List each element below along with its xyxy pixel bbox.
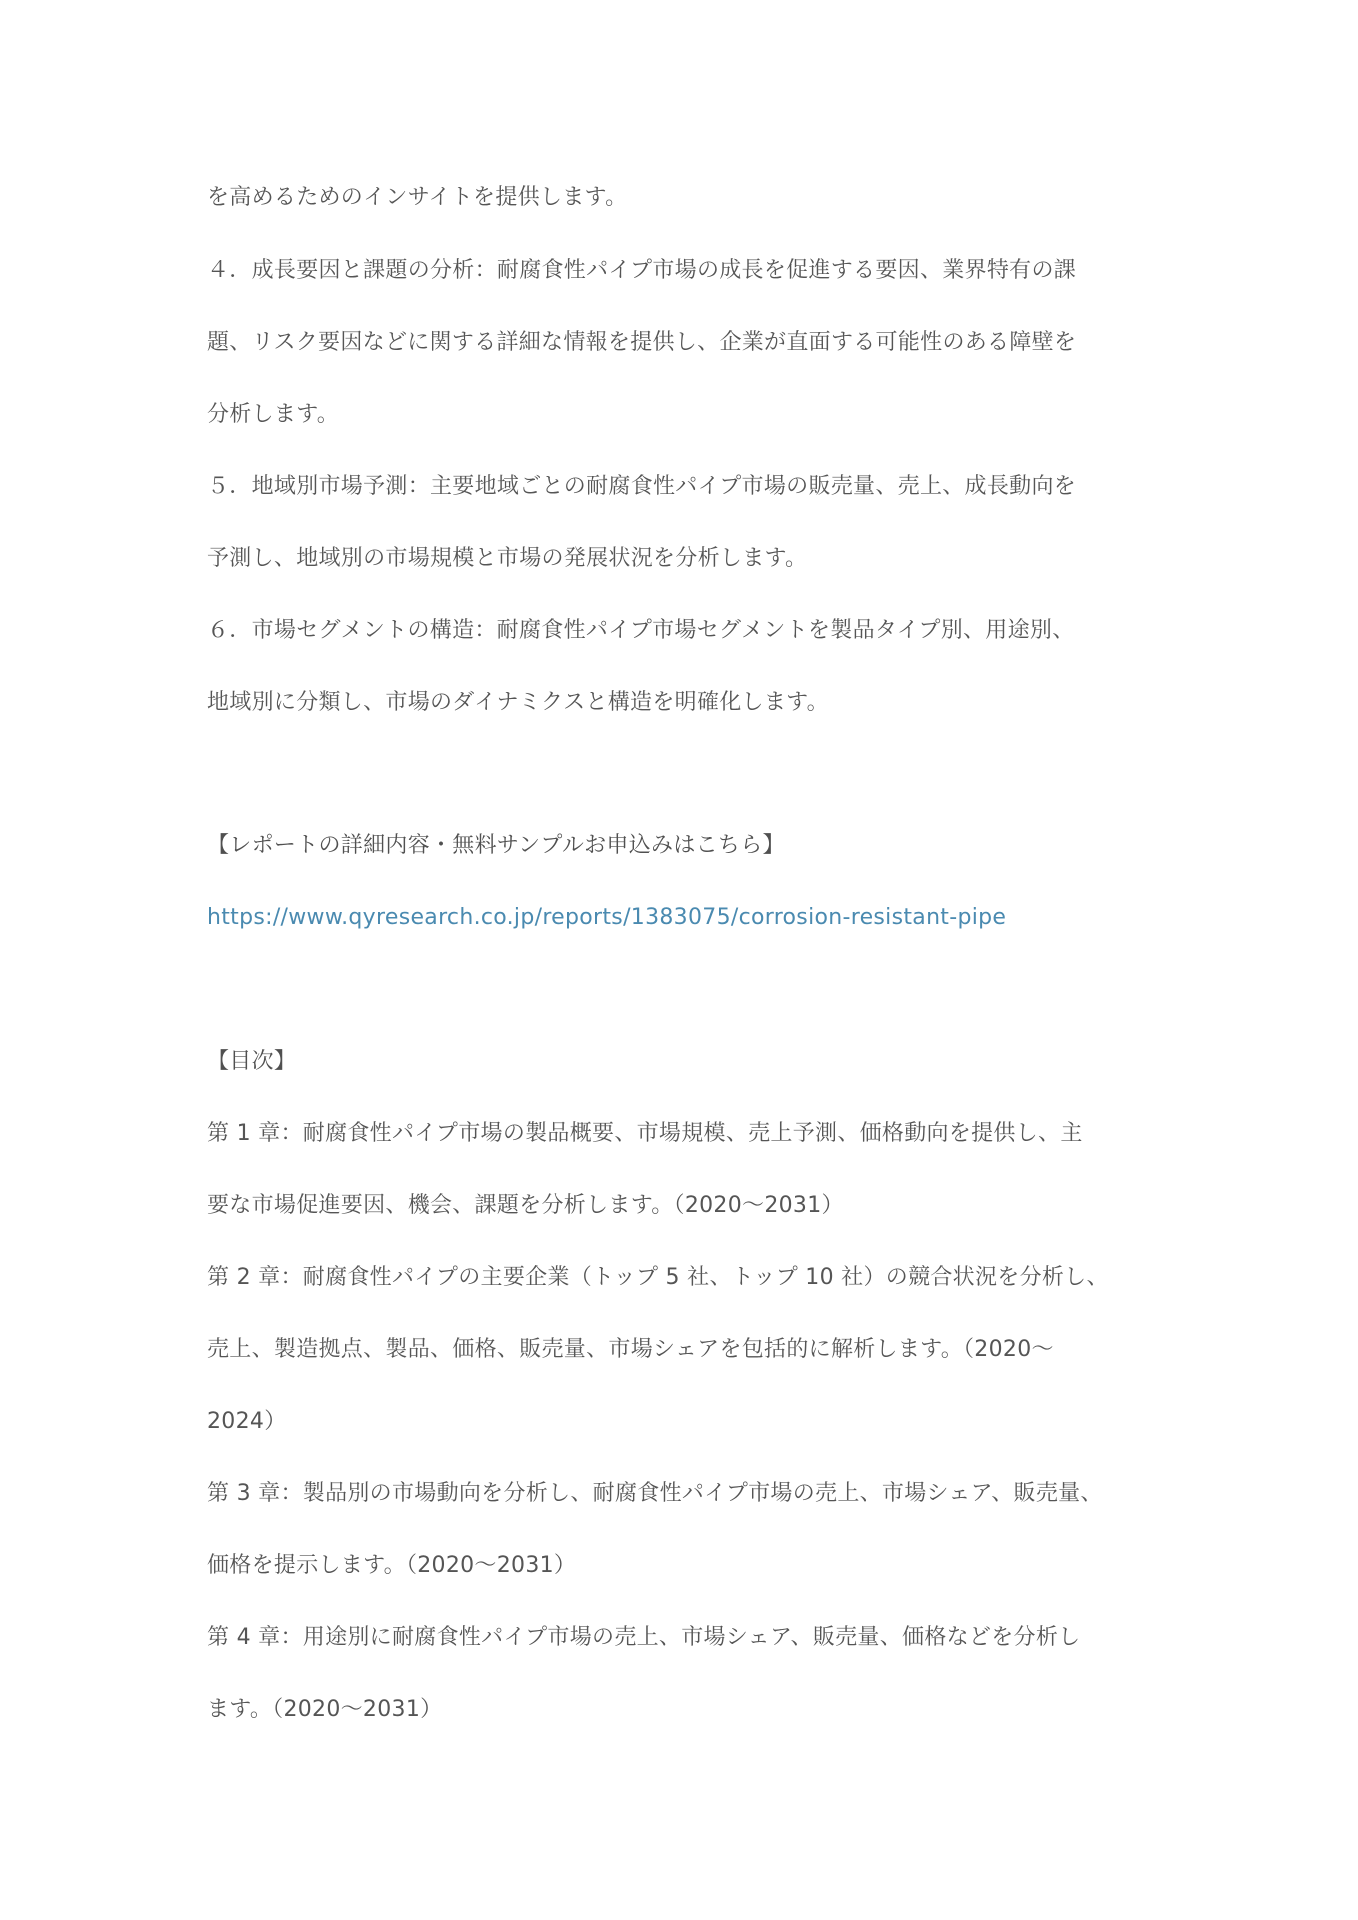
chapter4-line-1: 第 4 章：用途別に耐腐食性パイプ市場の売上、市場シェア、販売量、価格などを分析し bbox=[207, 1625, 1081, 1650]
report-link[interactable]: https://www.qyresearch.co.jp/reports/1383075/corrosion-resistant-pipe bbox=[207, 905, 1007, 930]
chapter1-line-1: 第 1 章：耐腐食性パイプ市場の製品概要、市場規模、売上予測、価格動向を提供し、主 bbox=[207, 1121, 1083, 1146]
point4-line-1: ４．成長要因と課題の分析：耐腐食性パイプ市場の成長を促進する要因、業界特有の課 bbox=[207, 258, 1077, 283]
report-heading: 【レポートの詳細内容・無料サンプルお申込みはこちら】 bbox=[207, 833, 785, 858]
chapter2-line-3: 2024） bbox=[207, 1409, 287, 1434]
chapter2-line-2: 売上、製造拠点、製品、価格、販売量、市場シェアを包括的に解析します。（2020～ bbox=[207, 1337, 1054, 1362]
point5-line-1: ５．地域別市場予測：主要地域ごとの耐腐食性パイプ市場の販売量、売上、成長動向を bbox=[207, 474, 1077, 499]
point5-line-2: 予測し、地域別の市場規模と市場の発展状況を分析します。 bbox=[207, 546, 808, 571]
point4-line-3: 分析します。 bbox=[207, 402, 340, 427]
point6-line-2: 地域別に分類し、市場のダイナミクスと構造を明確化します。 bbox=[207, 690, 829, 715]
chapter3-line-2: 価格を提示します。（2020～2031） bbox=[207, 1553, 577, 1578]
chapter2-line-1: 第 2 章：耐腐食性パイプの主要企業（トップ 5 社、トップ 10 社）の競合状況を分析し、 bbox=[207, 1265, 1109, 1290]
point6-line-1: ６．市場セグメントの構造：耐腐食性パイプ市場セグメントを製品タイプ別、用途別、 bbox=[207, 618, 1075, 643]
chapter3-line-1: 第 3 章：製品別の市場動向を分析し、耐腐食性パイプ市場の売上、市場シェア、販売量、 bbox=[207, 1481, 1103, 1506]
toc-heading: 【目次】 bbox=[207, 1049, 297, 1074]
point4-line-2: 題、リスク要因などに関する詳細な情報を提供し、企業が直面する可能性のある障壁を bbox=[207, 330, 1077, 355]
chapter1-line-2: 要な市場促進要因、機会、課題を分析します。（2020～2031） bbox=[207, 1193, 844, 1218]
chapter4-line-2: ます。（2020～2031） bbox=[207, 1697, 443, 1722]
intro-tail-line: を高めるためのインサイトを提供します。 bbox=[207, 185, 628, 210]
